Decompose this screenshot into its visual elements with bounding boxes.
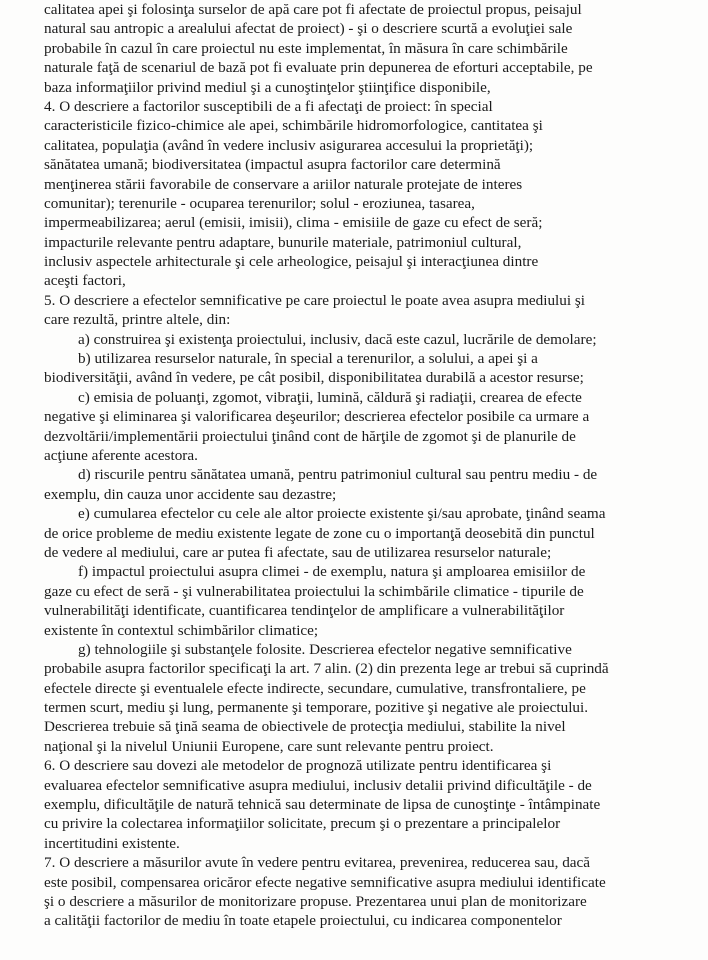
- text-line: d) riscurile pentru sănătatea umană, pentru patrimoniul cultural sau pentru mediu - de: [78, 466, 598, 484]
- text-line: f) impactul proiectului asupra climei - de exemplu, natura şi amploarea emisiilor de: [78, 563, 586, 581]
- paragraph-item-5-f: [44, 562, 668, 640]
- text-line: b) utilizarea resurselor naturale, în special a terenurilor, a solului, a apei şi a: [78, 350, 538, 368]
- text-line: inclusiv aspectele arhitecturale şi cele arheologice, peisajul şi interacţiunea dintre: [44, 253, 539, 271]
- text-line: existente în contextul schimbărilor climatice;: [44, 621, 319, 639]
- text-line: exemplu, din cauza unor accidente sau dezastre;: [44, 485, 337, 503]
- text-line: şi o descriere a măsurilor de monitorizare propuse. Prezentarea unui plan de monitorizare: [44, 892, 587, 910]
- text-line: a calităţii factorilor de mediu în toate etapele proiectului, cu indicarea componentelor: [44, 912, 562, 930]
- text-line: menţinerea stării favorabile de conservare a ariilor naturale protejate de interes: [44, 175, 523, 193]
- text-line: care rezultă, printre altele, din:: [44, 311, 231, 329]
- text-line: gaze cu efect de seră - şi vulnerabilitatea proiectului la schimbările climatice - tipurile de: [44, 582, 584, 600]
- text-line: probabile în cazul în care proiectul nu este implementat, în măsura în care schimbările: [44, 39, 568, 57]
- text-line: Descrierea trebuie să ţină seama de obiectivele de protecţia mediului, stabilite la nivel: [44, 718, 566, 736]
- text-line: 7. O descriere a măsurilor avute în vedere pentru evitarea, prevenirea, reducerea sau, dacă: [44, 854, 591, 872]
- paragraph-item-5-b: [44, 349, 668, 388]
- paragraph-item-5-e: [44, 504, 668, 562]
- text-line: negative şi eliminarea şi valorificarea deşeurilor; descrierea efectelor posibile ca urmare a: [44, 408, 590, 426]
- paragraph-item-3-continuation: [44, 0, 668, 97]
- paragraph-item-5-a: [44, 330, 668, 349]
- text-line: de vedere al mediului, care ar putea fi afectate, sau de utilizarea resurselor naturale;: [44, 543, 552, 561]
- text-line: impacturile relevante pentru adaptare, bunurile materiale, patrimoniul cultural,: [44, 233, 522, 251]
- text-line: de orice probleme de mediu existente legate de zone cu o importanţă deosebită din punctul: [44, 524, 595, 542]
- paragraph-item-4: [44, 97, 668, 291]
- text-line: biodiversităţii, având în vedere, pe cât posibil, disponibilitatea durabilă a acestor resurse;: [44, 369, 584, 387]
- text-line: probabile asupra factorilor specificaţi la art. 7 alin. (2) din prezenta lege ar trebui să cuprindă: [44, 660, 609, 678]
- text-line: termen scurt, mediu şi lung, permanente şi temporare, pozitive şi negative ale proiectului.: [44, 699, 589, 717]
- paragraph-item-5: [44, 291, 668, 330]
- paragraph-item-5-g: [44, 640, 668, 756]
- text-line: dezvoltării/implementării proiectului ţinând cont de hărţile de zgomot şi de planurile de: [44, 427, 576, 445]
- text-line: 4. O descriere a factorilor susceptibili de a fi afectaţi de proiect: în special: [44, 97, 493, 115]
- text-line: sănătatea umană; biodiversitatea (impactul asupra factorilor care determină: [44, 156, 501, 174]
- text-line: comunitar); terenurile - ocuparea terenurilor; solul - eroziunea, tasarea,: [44, 194, 475, 212]
- document-body: [44, 0, 668, 931]
- text-line: impermeabilizarea; aerul (emisii, imisii), clima - emisiile de gaze cu efect de seră;: [44, 214, 543, 232]
- text-line: evaluarea efectelor semnificative asupra mediului, inclusiv detalii privind dificultăţile - de: [44, 776, 592, 794]
- text-line: a) construirea şi existenţa proiectului, inclusiv, dacă este cazul, lucrările de demolare;: [78, 330, 597, 348]
- text-line: 6. O descriere sau dovezi ale metodelor de prognoză utilizate pentru identificarea şi: [44, 757, 552, 775]
- text-line: naturale faţă de scenariul de bază pot fi evaluate prin depunerea de eforturi acceptabile, pe: [44, 59, 593, 77]
- text-line: e) cumularea efectelor cu cele ale altor proiecte existente şi/sau aprobate, ţinând seama: [78, 505, 606, 523]
- text-line: acţiune aferente acestora.: [44, 446, 198, 464]
- text-line: aceşti factori,: [44, 272, 126, 290]
- text-line: efectele directe şi eventualele efecte indirecte, secundare, cumulative, transfrontaliere, pe: [44, 679, 586, 697]
- paragraph-item-5-c: [44, 388, 668, 466]
- text-line: vulnerabilităţi identificate, cuantificarea tendinţelor de amplificare a vulnerabilităţilor: [44, 602, 565, 620]
- paragraph-item-5-d: [44, 465, 668, 504]
- text-line: cu privire la colectarea informaţiilor solicitate, precum şi o prezentare a principalelor: [44, 815, 561, 833]
- text-line: natural sau antropic a arealului afectat de proiect) - şi o descriere scurtă a evoluţiei sale: [44, 20, 573, 38]
- text-line: calitatea, populaţia (având în vedere inclusiv asigurarea accesului la proprietăţi);: [44, 136, 534, 154]
- text-line: naţional şi la nivelul Uniunii Europene, care sunt relevante pentru proiect.: [44, 737, 494, 755]
- text-line: calitatea apei şi folosinţa surselor de apă care pot fi afectate de proiectul propus, peisajul: [44, 1, 582, 18]
- text-line: caracteristicile fizico-chimice ale apei, schimbările hidromorfologice, cantitatea şi: [44, 117, 543, 135]
- paragraph-item-7: [44, 853, 668, 931]
- text-line: c) emisia de poluanţi, zgomot, vibraţii, lumină, căldură şi radiaţii, crearea de efecte: [78, 388, 582, 406]
- text-line: exemplu, dificultăţile de natură tehnică sau determinate de lipsa de cunoştinţe - întâmpinate: [44, 796, 601, 814]
- text-line: 5. O descriere a efectelor semnificative pe care proiectul le poate avea asupra mediului şi: [44, 291, 586, 309]
- text-line: g) tehnologiile şi substanţele folosite. Descrierea efectelor negative semnificative: [78, 640, 572, 658]
- text-line: incertitudini existente.: [44, 834, 180, 852]
- paragraph-item-6: [44, 756, 668, 853]
- text-line: baza informaţiilor privind mediul şi a cunoştinţelor ştiinţifice disponibile,: [44, 78, 491, 96]
- text-line: este posibil, compensarea oricăror efecte negative semnificative asupra mediului identificate: [44, 873, 606, 891]
